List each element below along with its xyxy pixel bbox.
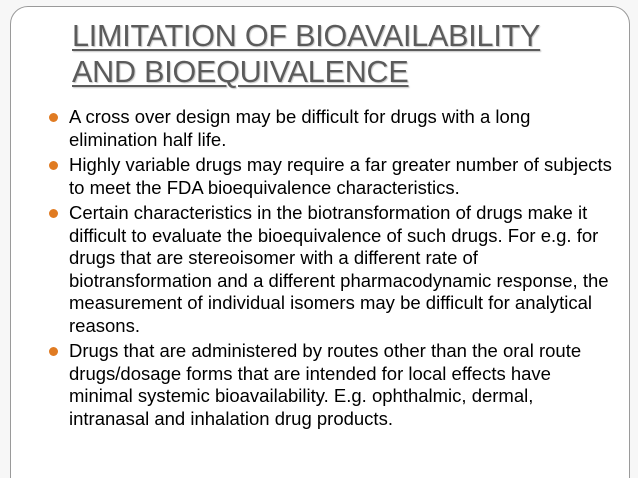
bullet-text: Certain characteristics in the biotransformation of drugs make it difficult to evaluate the bioequivalence of such drugs. For e.g. for drugs that are stereoisomer with a different rate of biotransformation and a different pharmacodynamic response, the measurement of individual isomers may be difficult for analytical reasons. [69,202,609,336]
bullet-item [48,202,613,337]
bullet-text: A cross over design may be difficult for drugs with a long elimination half life. [69,106,531,150]
bullet-item [48,106,613,151]
bullet-text: Highly variable drugs may require a far greater number of subjects to meet the FDA bioequivalence characteristics. [69,154,612,198]
bullet-item [48,340,613,430]
bullet-dot-icon [49,113,58,122]
bullet-list [48,106,613,433]
bullet-item [48,154,613,199]
bullet-dot-icon [49,347,58,356]
slide-title: LIMITATION OF BIOAVAILABILITY AND BIOEQUIVALENCE [72,19,541,89]
bullet-text: Drugs that are administered by routes other than the oral route drugs/dosage forms that are intended for local effects have minimal systemic bioavailability. E.g. ophthalmic, dermal, intranasal and inhalation drug products. [69,340,582,429]
bullet-dot-icon [49,161,58,170]
bullet-dot-icon [49,209,58,218]
